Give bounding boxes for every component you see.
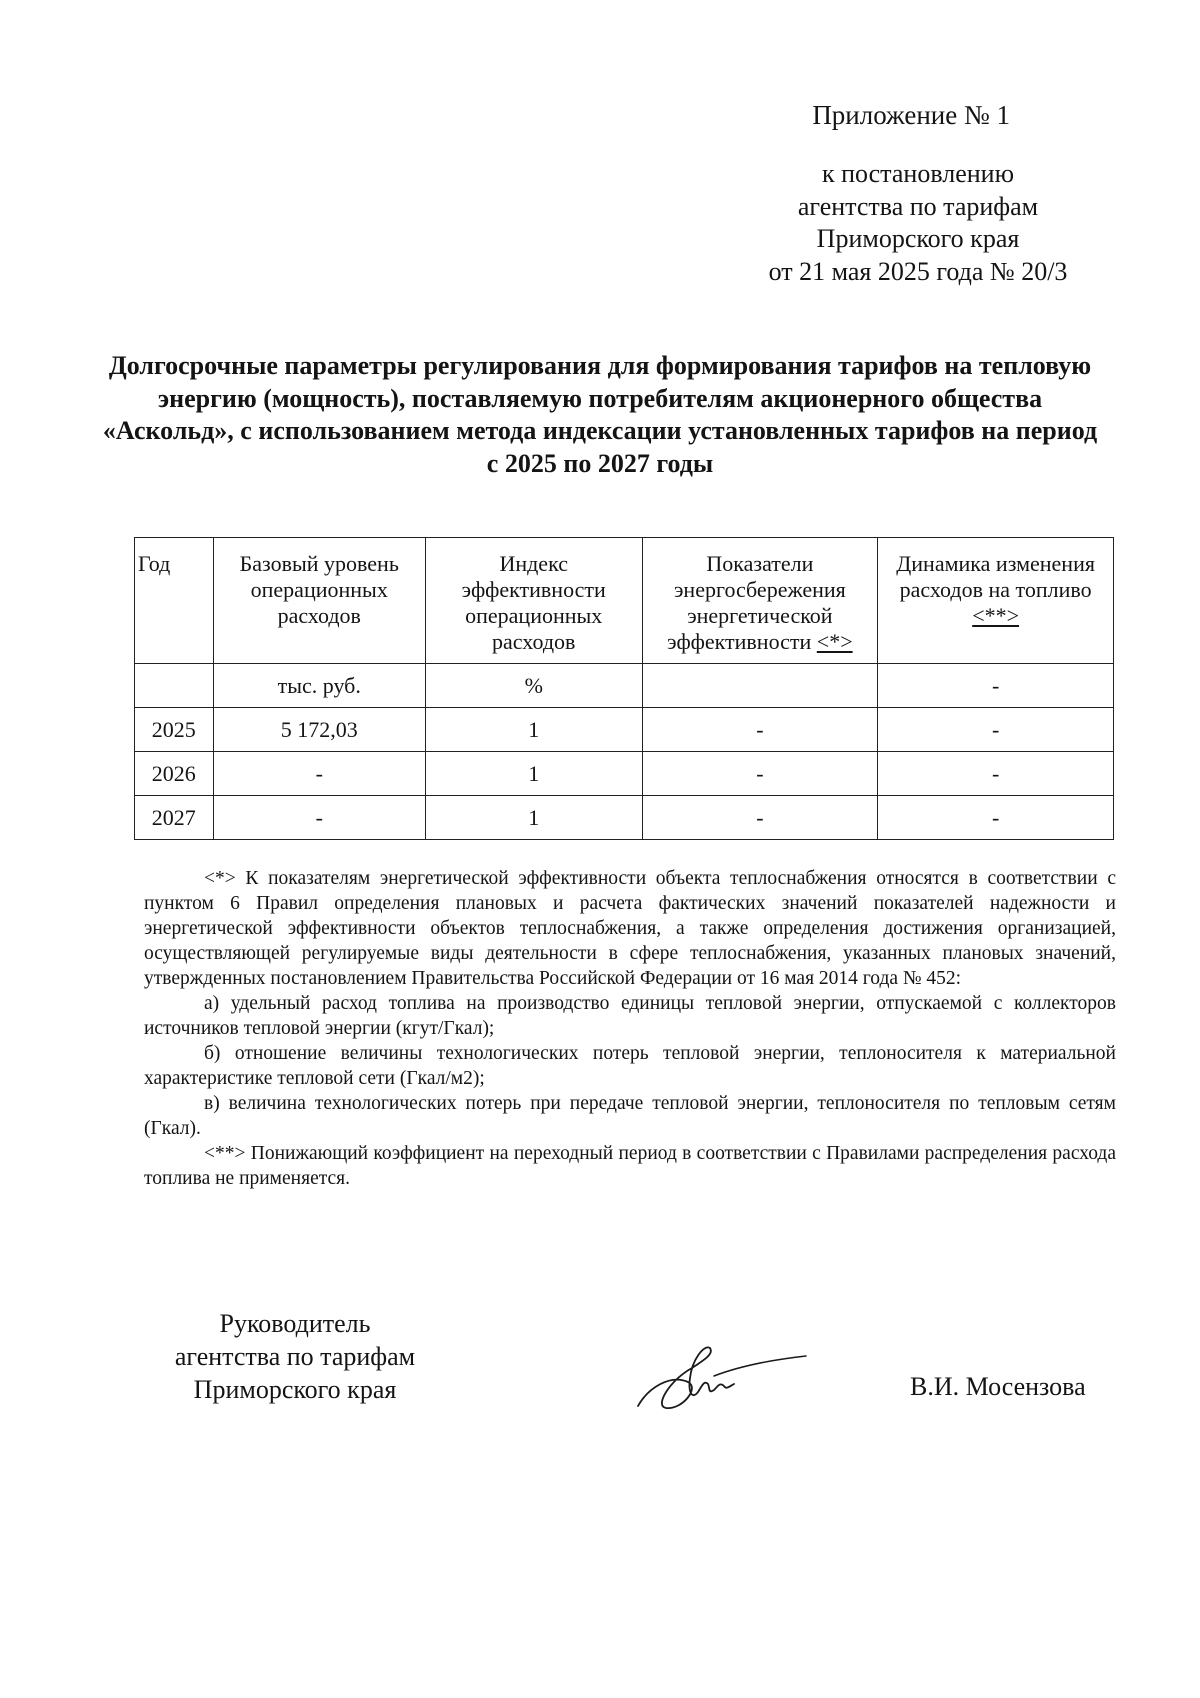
footnote-item-b: б) отношение величины технологических потерь тепловой энергии, теплоносителя к материальной характеристике тепловой сети (Гкал/м2); <box>144 1043 1116 1089</box>
signer-position-line: Приморского края <box>193 1375 397 1404</box>
table-cell: 1 <box>425 796 642 840</box>
resolution-reference <box>728 158 1108 288</box>
table-cell: 1 <box>425 708 642 752</box>
resolution-line: от 21 мая 2025 года № 20/3 <box>768 256 1068 286</box>
table-cell <box>642 664 878 708</box>
header-efficiency-index: Индекс эффективности операционных расходов <box>425 538 642 664</box>
resolution-line: к постановлению <box>821 159 1015 188</box>
table-cell: - <box>878 796 1114 840</box>
table-cell <box>135 664 214 708</box>
header-base-level: Базовый уровень операционных расходов <box>213 538 425 664</box>
regulation-parameters-table <box>134 537 1114 840</box>
table-cell: - <box>213 796 425 840</box>
footnote-item-a: а) удельный расход топлива на производство единицы тепловой энергии, отпускаемой с коллекторов источников тепловой энергии (кгут/Гкал); <box>144 993 1116 1039</box>
handwritten-signature <box>630 1330 810 1420</box>
signer-name: В.И. Мосензова <box>910 1372 1086 1401</box>
footnote-2: <**> Понижающий коэффициент на переходный период в соответствии с Правилами распределения расхода топлива не применяется. <box>144 1143 1116 1189</box>
table-cell: - <box>213 752 425 796</box>
resolution-line: Приморского края <box>816 224 1020 253</box>
signer-position <box>150 1307 440 1406</box>
table-cell: тыс. руб. <box>213 664 425 708</box>
table-row <box>135 752 1114 796</box>
table-cell: 2025 <box>135 708 214 752</box>
document-title: Долгосрочные параметры регулирования для формирования тарифов на тепловую энергию (мощность), поставляемую потребителям акционерного общества «Аскольд», с использованием метода индексации установленных тарифов на период с 2025 по 2027 годы <box>102 351 1098 478</box>
signer-position-line: агентства по тарифам <box>174 1342 416 1371</box>
table-cell: - <box>878 664 1114 708</box>
footnote-1: <*> К показателям энергетической эффективности объекта теплоснабжения относятся в соответствии с пунктом 6 Правил определения плановых и расчета фактических значений показателей надежности и энергетической эффективности объектов теплоснабжения, а также определения достижения организацией, осуществляющей регулируемые виды деятельности в сфере теплоснабжения, указанных плановых значений, утвержденных постановлением Правительства Российской Федерации от 16 мая 2014 года № 452: <box>144 868 1116 989</box>
footnote-item-c: в) величина технологических потерь при передаче тепловой энергии, теплоносителя по тепловым сетям (Гкал). <box>144 1093 1116 1139</box>
signer-position-line: Руководитель <box>219 1309 371 1338</box>
table-cell: - <box>642 752 878 796</box>
table-row <box>135 708 1114 752</box>
table-cell: % <box>425 664 642 708</box>
resolution-line: агентства по тарифам <box>797 191 1039 221</box>
header-energy-saving-text: Показатели энергосбережения энергетической эффективности <box>667 551 846 654</box>
footnote-mark-2: <**> <box>972 603 1020 628</box>
table-cell: 5 172,03 <box>213 708 425 752</box>
table-header-row <box>135 538 1114 664</box>
table-units-row <box>135 664 1114 708</box>
header-year: Год <box>135 538 214 664</box>
footnote-mark-1: <*> <box>816 629 853 654</box>
table-cell: - <box>878 752 1114 796</box>
header-fuel-dynamics <box>878 538 1114 664</box>
appendix-label: Приложение № 1 <box>812 100 1010 130</box>
table-cell: 1 <box>425 752 642 796</box>
header-fuel-dynamics-text: Динамика изменения расходов на топливо <box>896 551 1095 602</box>
table-cell: 2027 <box>135 796 214 840</box>
table-cell: 2026 <box>135 752 214 796</box>
header-energy-saving <box>642 538 878 664</box>
table-cell: - <box>642 796 878 840</box>
table-cell: - <box>878 708 1114 752</box>
table-row <box>135 796 1114 840</box>
footnotes <box>144 866 1116 1191</box>
table-cell: - <box>642 708 878 752</box>
